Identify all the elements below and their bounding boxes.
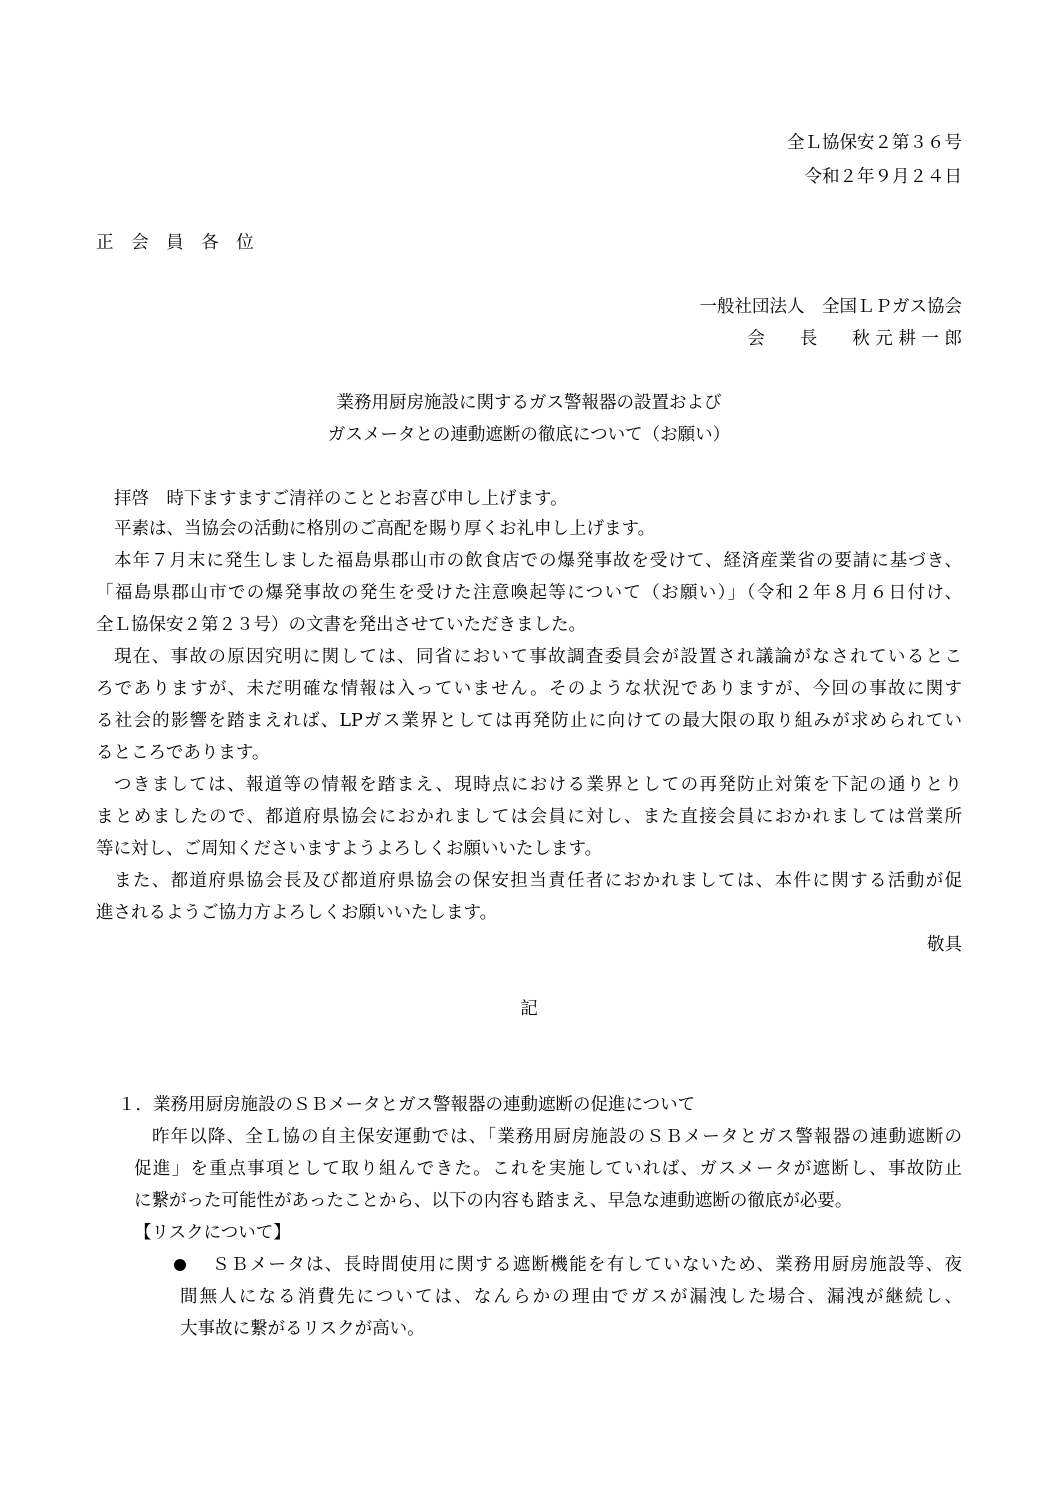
bullet-line: 大事故に繋がるリスクが高い。 xyxy=(180,1319,425,1339)
body-line: 「福島県郡山市での爆発事故の発生を受けた注意喚起等について（お願い）」（令和２年８月６日付け、 xyxy=(96,583,962,603)
body-line: るところであります。 xyxy=(96,743,270,763)
section-1-line: 促進」を重点事項として取り組んできた。これを実施していれば、ガスメータが遮断し、事故防止 xyxy=(134,1159,962,1179)
body-line: 平素は、当協会の活動に格別のご高配を賜り厚くお礼申し上げます。 xyxy=(114,519,656,539)
bullet-line: ＳＢメータは、長時間使用に関する遮断機能を有していないため、業務用厨房施設等、夜 xyxy=(212,1255,962,1275)
bullet-line: 間無人になる消費先については、なんらかの理由でガスが漏洩した場合、漏洩が継続し、 xyxy=(180,1287,962,1307)
closing-keigu: 敬具 xyxy=(927,935,962,955)
ki-marker: 記 xyxy=(520,999,538,1019)
body-line: 進されるようご協力方よろしくお願いいたします。 xyxy=(96,903,498,923)
body-line: また、都道府県協会長及び都道府県協会の保安担当責任者におかれましては、本件に関する活動が促 xyxy=(114,871,962,891)
body-line: ろでありますが、未だ明確な情報は入っていません。そのような状況でありますが、今回の事故に関す xyxy=(96,679,962,699)
addressee: 正 会 員 各 位 xyxy=(96,233,260,253)
sender-title: 会 長 秋 元 耕 一 郎 xyxy=(747,329,962,349)
body-line: 全Ｌ協保安２第２３号）の文書を発出させていただきました。 xyxy=(96,615,586,635)
document-title-line-1: 業務用厨房施設に関するガス警報器の設置および xyxy=(336,393,722,413)
body-line: 本年７月末に発生しました福島県郡山市の飲食店での爆発事故を受けて、経済産業省の要請に基づき、 xyxy=(114,551,962,571)
body-line: 現在、事故の原因究明に関しては、同省において事故調査委員会が設置され議論がなされているとこ xyxy=(114,647,962,667)
body-line: 等に対し、ご周知くださいますようよろしくお願いいたします。 xyxy=(96,839,603,859)
section-1-line: に繋がった可能性があったことから、以下の内容も踏まえ、早急な連動遮断の徹底が必要。 xyxy=(134,1191,853,1211)
bullet-icon xyxy=(174,1259,186,1271)
risk-heading: 【リスクについて】 xyxy=(134,1223,291,1243)
greeting-line: 拝啓 時下ますますご清祥のこととお喜び申し上げます。 xyxy=(114,489,568,509)
document-number: 全Ｌ協保安２第３６号 xyxy=(787,133,962,153)
section-1-line: 昨年以降、全Ｌ協の自主保安運動では、「業務用厨房施設のＳＢメータとガス警報器の連動遮断の xyxy=(152,1127,962,1147)
body-line: つきましては、報道等の情報を踏まえ、現時点における業界としての再発防止対策を下記の通りとり xyxy=(114,775,962,795)
document-date: 令和２年９月２４日 xyxy=(804,167,962,187)
body-line: る社会的影響を踏まえれば、LPガス業界としては再発防止に向けての最大限の取り組みが求められてい xyxy=(96,711,962,731)
document-title-line-2: ガスメータとの連動遮断の徹底について（お願い） xyxy=(327,425,731,445)
sender-organization: 一般社団法人 全国ＬＰガス協会 xyxy=(699,297,962,317)
body-line: まとめましたので、都道府県協会におかれましては会員に対し、また直接会員におかれましては営業所 xyxy=(96,807,962,827)
section-1-heading: １．業務用厨房施設のＳＢメータとガス警報器の連動遮断の促進について xyxy=(118,1095,696,1115)
